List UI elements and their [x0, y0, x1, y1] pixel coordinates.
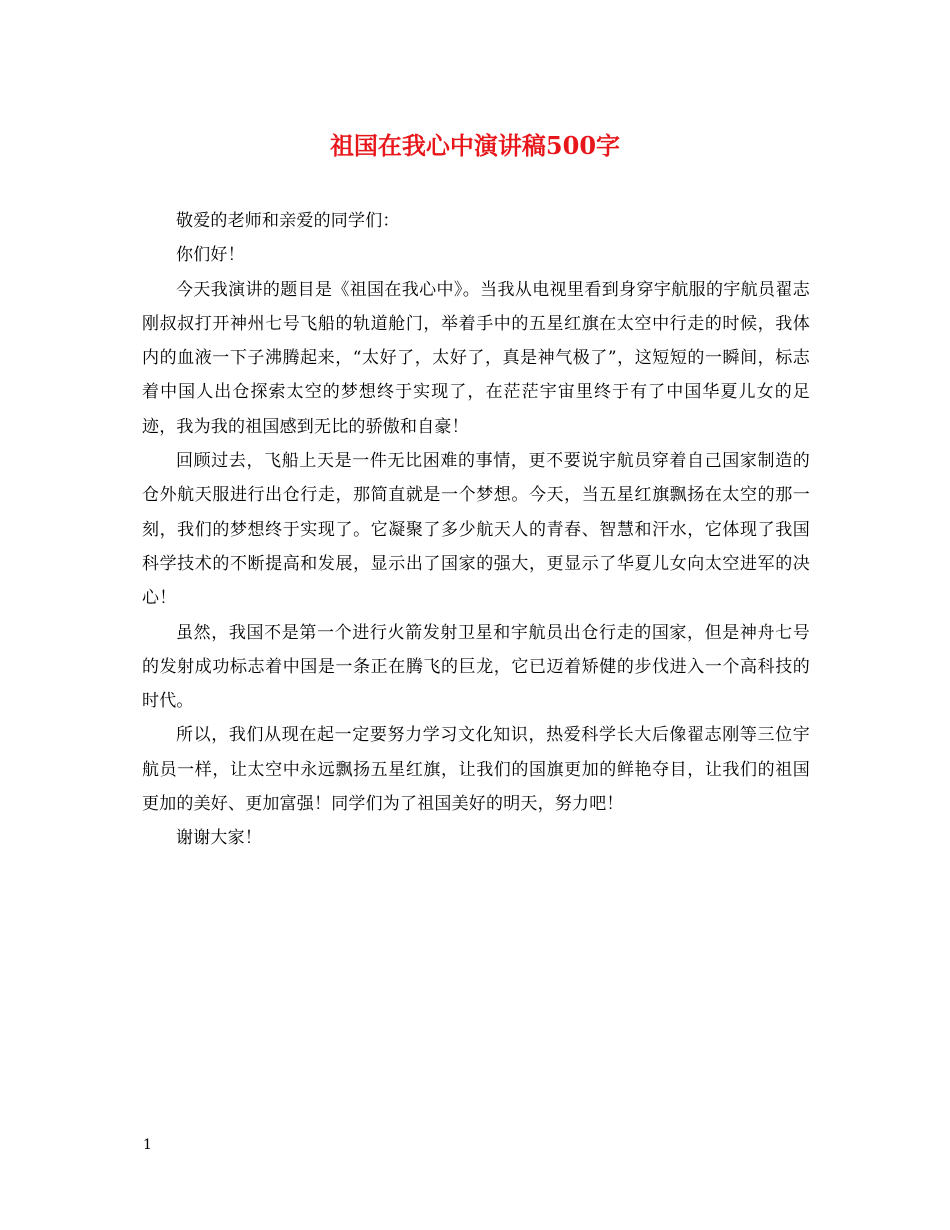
greeting: 你们好！ [176, 245, 245, 266]
paragraph-3: 虽然，我国不是第一个进行火箭发射卫星和宇航员出仓行走的国家，但是神舟七号的发射成功标志着中国是一条正在腾飞的巨龙，它已迈着矫健的步伐进入一个高科技的时代。 [142, 622, 810, 712]
paragraph-2: 回顾过去，飞船上天是一件无比困难的事情，更不要说宇航员穿着自己国家制造的仓外航天服进行出仓行走，那简直就是一个梦想。今天，当五星红旗飘扬在太空的那一刻，我们的梦想终于实现了。它凝聚了多少航天人的青春、智慧和汗水，它体现了我国科学技术的不断提高和发展，显示出了国家的强大，更显示了华夏儿女向太空进军的决心！ [142, 451, 810, 609]
speech-body [142, 204, 810, 856]
closing: 谢谢大家！ [176, 828, 262, 849]
salutation: 敬爱的老师和亲爱的同学们： [176, 211, 400, 231]
paragraph-4: 所以，我们从现在起一定要努力学习文化知识，热爱科学长大后像翟志刚等三位宇航员一样，让太空中永远飘扬五星红旗，让我们的国旗更加的鲜艳夺目，让我们的祖国更加的美好、更加富强！同学们为了祖国美好的明天，努力吧！ [142, 725, 810, 815]
page-number: 1 [143, 1137, 152, 1153]
page-title: 祖国在我心中演讲稿500字 [329, 131, 621, 160]
paragraph-1: 今天我演讲的题目是《祖国在我心中》。当我从电视里看到身穿宇航服的宇航员翟志刚叔叔打开神州七号飞船的轨道舱门，举着手中的五星红旗在太空中行走的时候，我体内的血液一下子沸腾起来，“太好了，太好了，真是神气极了”，这短短的一瞬间，标志着中国人出仓探索太空的梦想终于实现了，在茫茫宇宙里终于有了中国华夏儿女的足迹，我为我的祖国感到无比的骄傲和自豪！ [142, 279, 810, 437]
